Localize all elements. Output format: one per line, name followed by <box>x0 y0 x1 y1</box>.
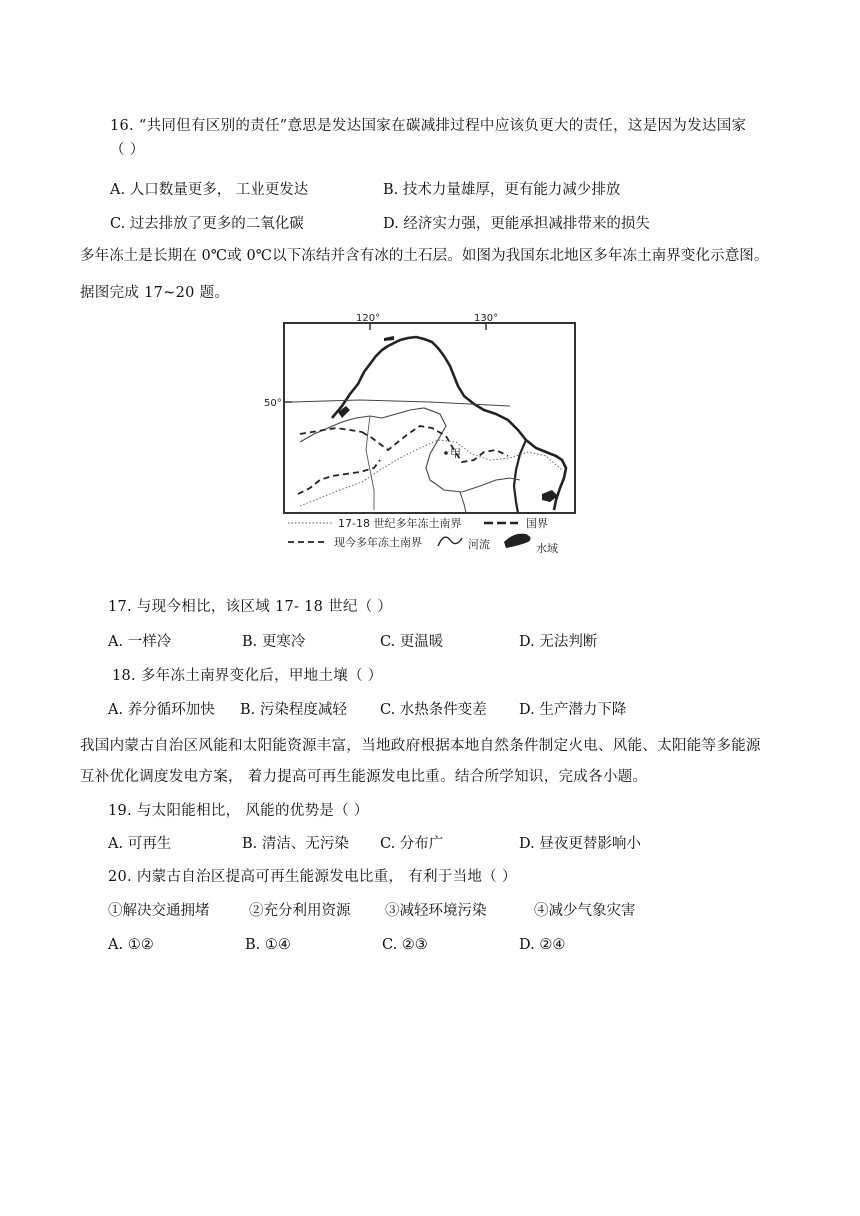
label-lon-120: 120° <box>356 313 381 324</box>
river-line-4 <box>366 416 374 510</box>
permafrost-map <box>264 310 590 555</box>
q16-stem: 16. “共同但有区别的责任”意思是发达国家在碳减排过程中应该负更大的责任，这是因为发达国家 <box>110 118 747 134</box>
passage-permafrost-line1: 多年冻土是长期在 0℃或 0℃以下冻结并含有冰的土石层。如图为我国东北地区多年冻土南界变化示意图。 <box>80 248 769 264</box>
border-line-south-east <box>514 440 526 513</box>
legend-river-label: 河流 <box>468 538 490 551</box>
q20-stem: 20. 内蒙古自治区提高可再生能源发电比重， 有利于当地（ ） <box>108 869 517 885</box>
q18-option-a[interactable]: A. 养分循环加快 <box>108 702 215 718</box>
q19-option-d[interactable]: D. 昼夜更替影响小 <box>519 836 641 852</box>
legend-old-boundary-label: 17-18 世纪多年冻土南界 <box>338 517 462 530</box>
q19-stem: 19. 与太阳能相比， 风能的优势是（ ） <box>108 803 369 819</box>
q18-stem: 18. 多年冻土南界变化后，甲地土壤（ ） <box>112 668 383 684</box>
current-permafrost-boundary-west <box>300 428 362 434</box>
q19-option-c[interactable]: C. 分布广 <box>380 836 444 852</box>
map-frame <box>284 323 575 513</box>
q20-statement-2: ②充分利用资源 <box>249 903 351 919</box>
passage-energy-line1: 我国内蒙古自治区风能和太阳能资源丰富，当地政府根据本地自然条件制定火电、风能、太阳能等多能源 <box>80 738 761 754</box>
q20-option-a[interactable]: A. ①② <box>108 937 154 953</box>
current-permafrost-boundary <box>298 426 508 494</box>
legend-current-boundary-label: 现今多年冻土南界 <box>334 536 422 549</box>
water-body-3 <box>384 336 394 341</box>
legend-border-label: 国界 <box>526 517 548 530</box>
place-jia-dot <box>444 451 448 455</box>
legend-river-symbol <box>438 537 462 546</box>
q20-statement-3: ③减轻环境污染 <box>385 903 487 919</box>
q16-option-b[interactable]: B. 技术力量雄厚，更有能力减少排放 <box>383 182 621 198</box>
q16-option-d[interactable]: D. 经济实力强，更能承担减排带来的损失 <box>383 216 650 232</box>
q19-option-b[interactable]: B. 清洁、无污染 <box>242 836 349 852</box>
q17-stem: 17. 与现今相比，该区域 17- 18 世纪（ ） <box>108 599 393 615</box>
place-label-jia: 甲 <box>450 447 461 460</box>
q18-option-c[interactable]: C. 水热条件变差 <box>380 702 487 718</box>
q16-answer-paren: （ ） <box>110 142 145 158</box>
label-lat-50: 50° <box>264 398 282 409</box>
q20-option-b[interactable]: B. ①④ <box>245 937 291 953</box>
q19-option-a[interactable]: A. 可再生 <box>108 836 172 852</box>
q16-option-a[interactable]: A. 人口数量更多， 工业更发达 <box>110 182 309 198</box>
legend-water-symbol <box>504 534 531 548</box>
q17-option-a[interactable]: A. 一样冷 <box>108 634 172 650</box>
q18-option-d[interactable]: D. 生产潜力下降 <box>519 702 627 718</box>
q20-statement-4: ④减少气象灾害 <box>534 903 636 919</box>
q17-option-b[interactable]: B. 更寒冷 <box>242 634 306 650</box>
q18-option-b[interactable]: B. 污染程度减轻 <box>240 702 347 718</box>
q20-statement-1: ①解决交通拥堵 <box>108 903 210 919</box>
q20-option-c[interactable]: C. ②③ <box>382 937 428 953</box>
legend-water-label: 水域 <box>536 542 558 555</box>
passage-energy-line2: 互补优化调度发电方案， 着力提高可再生能源发电比重。结合所学知识，完成各小题。 <box>80 769 648 785</box>
border-line <box>332 337 566 510</box>
q17-option-d[interactable]: D. 无法判断 <box>519 634 598 650</box>
q16-option-c[interactable]: C. 过去排放了更多的二氧化碳 <box>110 216 304 232</box>
q20-option-d[interactable]: D. ②④ <box>519 937 566 953</box>
label-lon-130: 130° <box>474 313 499 324</box>
q17-option-c[interactable]: C. 更温暖 <box>380 634 444 650</box>
permafrost-map-figure <box>264 310 590 555</box>
passage-permafrost-line2: 据图完成 17~20 题。 <box>80 285 230 301</box>
river-line-3 <box>460 492 466 513</box>
